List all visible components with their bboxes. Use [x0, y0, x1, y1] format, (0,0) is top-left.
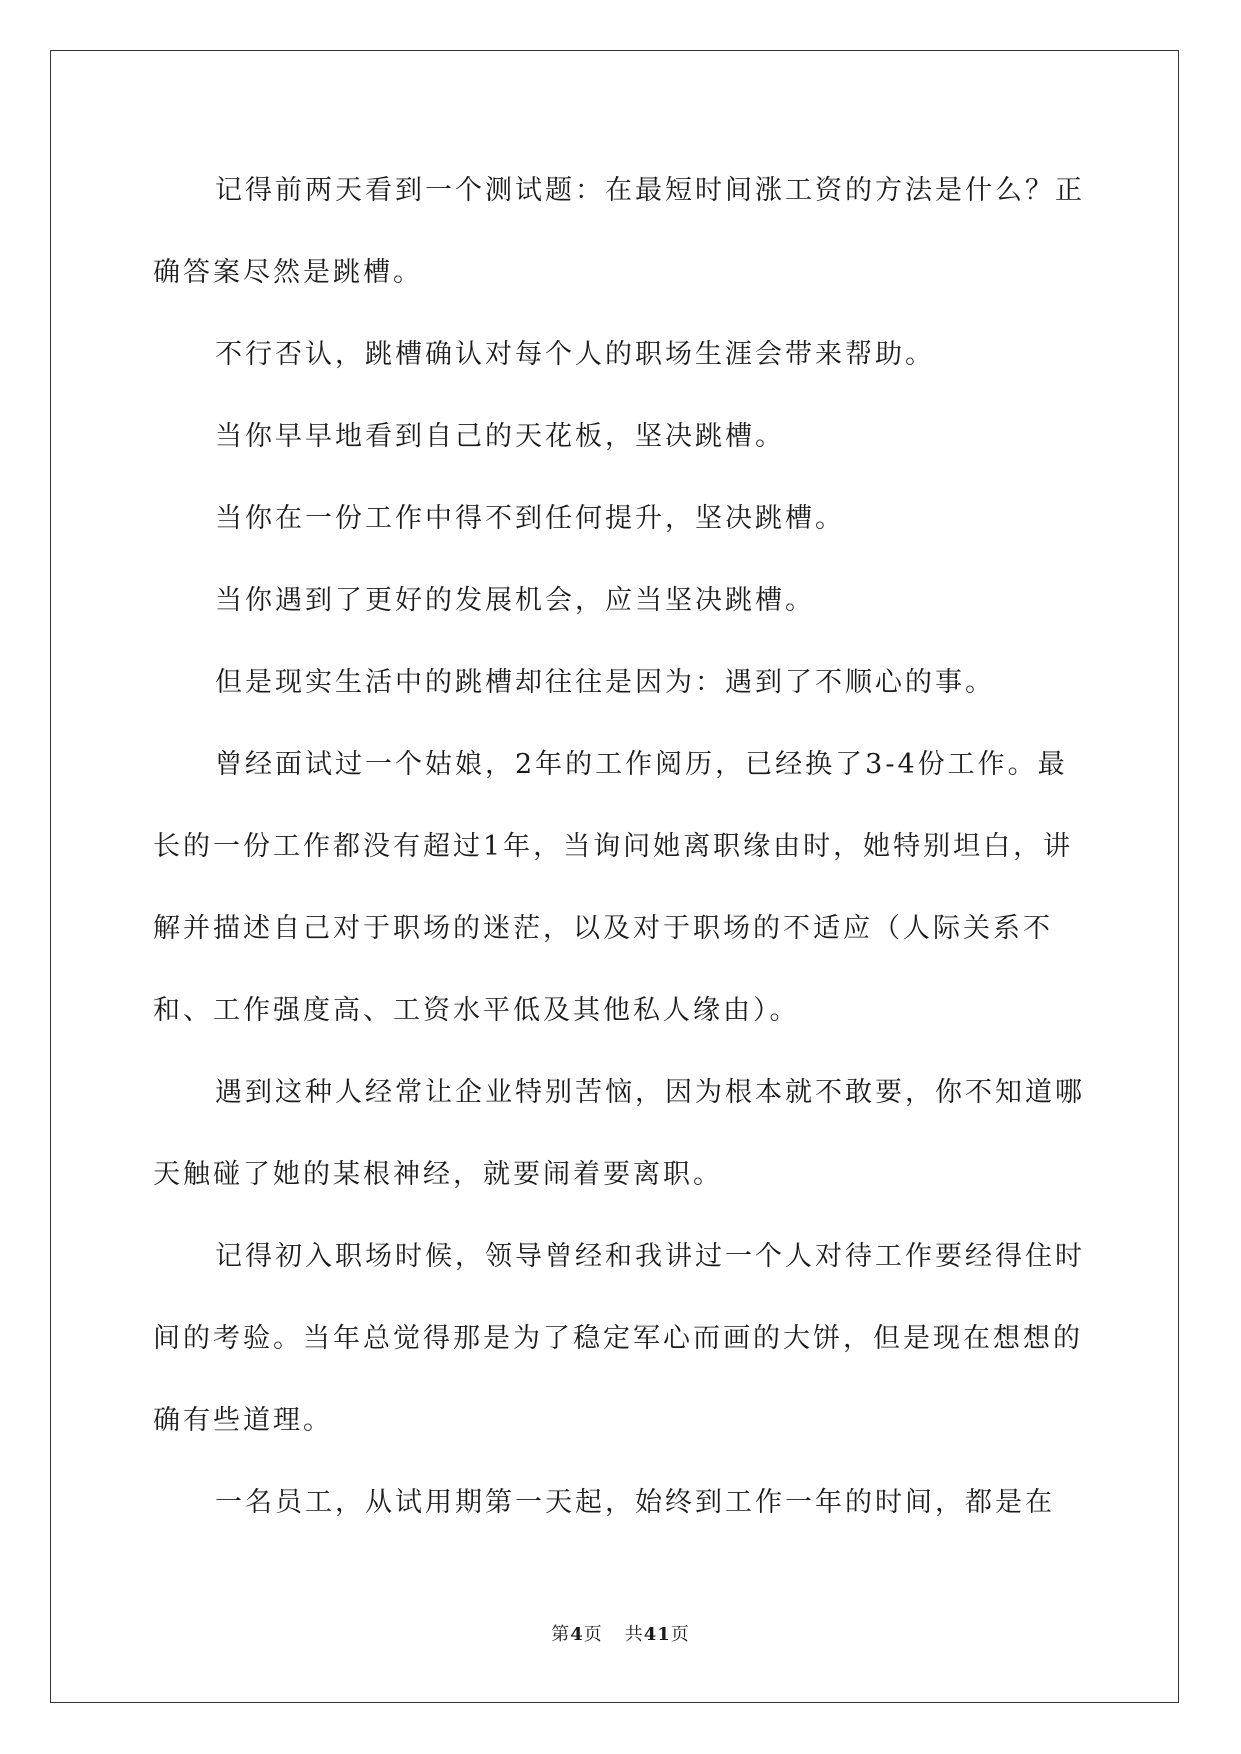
page-label-suffix: 页 [583, 1624, 603, 1645]
page-footer [0, 1620, 1241, 1646]
document-body [153, 150, 1088, 1544]
total-pages: 41 [643, 1624, 671, 1645]
paragraph: 但是现实生活中的跳槽却往往是因为：遇到了不顺心的事。 [215, 667, 995, 698]
paragraph: 记得初入职场时候，领导曾经和我讲过一个人对待工作要经得住时间的考验。当年总觉得那是为了稳定军心而画的大饼，但是现在想想的确有些道理。 [153, 1241, 1085, 1436]
total-label-prefix: 共 [624, 1624, 644, 1645]
page-label-prefix: 第 [551, 1624, 571, 1645]
paragraph: 不行否认，跳槽确认对每个人的职场生涯会带来帮助。 [215, 339, 935, 370]
paragraph: 记得前两天看到一个测试题：在最短时间涨工资的方法是什么？正确答案尽然是跳槽。 [153, 175, 1085, 288]
paragraph: 遇到这种人经常让企业特别苦恼，因为根本就不敢要，你不知道哪天触碰了她的某根神经，就要闹着要离职。 [153, 1077, 1085, 1190]
paragraph: 当你遇到了更好的发展机会，应当坚决跳槽。 [215, 585, 815, 616]
paragraph: 一名员工，从试用期第一天起，始终到工作一年的时间，都是在 [215, 1487, 1055, 1518]
page-number: 4 [570, 1624, 584, 1645]
total-label-suffix: 页 [670, 1624, 690, 1645]
paragraph: 当你在一份工作中得不到任何提升，坚决跳槽。 [215, 503, 845, 534]
paragraph: 当你早早地看到自己的天花板，坚决跳槽。 [215, 421, 785, 452]
paragraph: 曾经面试过一个姑娘，2年的工作阅历，已经换了3-4份工作。最长的一份工作都没有超过1年，当询问她离职缘由时，她特别坦白，讲解并描述自己对于职场的迷茫，以及对于职场的不适应（人际关系不和、工作强度高、工资水平低及其他私人缘由）。 [153, 749, 1074, 1026]
